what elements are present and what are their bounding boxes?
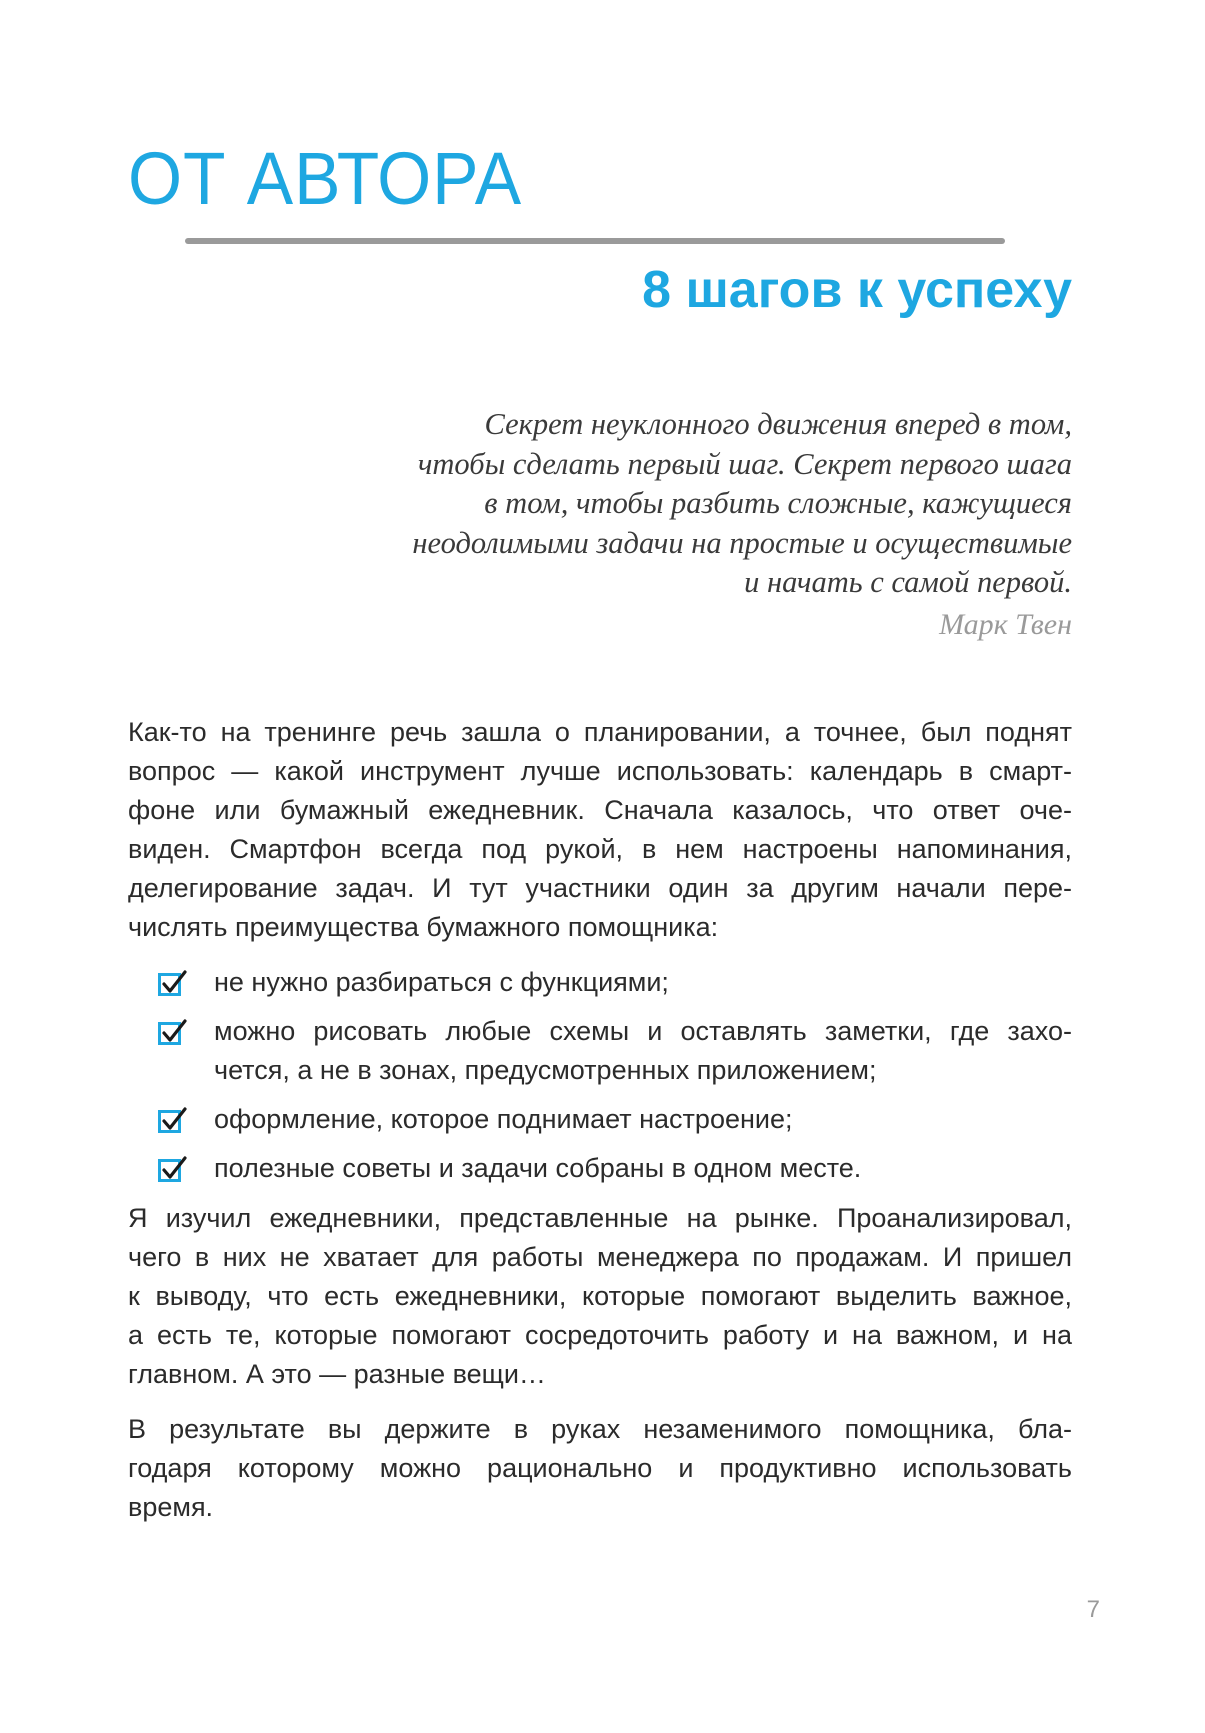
text-line: а есть те, которые помогают сосредоточить работу и на важном, и на xyxy=(128,1320,1072,1350)
list-item xyxy=(158,1100,1072,1139)
epigraph-author: Марк Твен xyxy=(939,608,1072,641)
text-line: главном. А это — разные вещи… xyxy=(128,1359,546,1389)
text-line: делегирование задач. И тут участники один за другим начали пере- xyxy=(128,873,1072,903)
checkbox-checked-icon xyxy=(158,1156,188,1184)
text-line: Я изучил ежедневники, представленные на рынке. Проанализировал, xyxy=(128,1203,1072,1233)
text-line: виден. Смартфон всегда под рукой, в нем настроены напоминания, xyxy=(128,834,1072,864)
title-divider xyxy=(185,238,1005,244)
text-line: годаря которому можно рационально и продуктивно использовать xyxy=(128,1453,1072,1483)
page-title: ОТ АВТОРА xyxy=(128,137,523,220)
paragraph-research xyxy=(128,1199,1072,1394)
page-number: 7 xyxy=(1086,1596,1100,1623)
list-item xyxy=(158,1149,1072,1188)
text-line: числять преимущества бумажного помощника: xyxy=(128,912,719,942)
text-line: чего в них не хватает для работы менеджера по продажам. И пришел xyxy=(128,1242,1072,1272)
text-line: вопрос — какой инструмент лучше использовать: календарь в смарт- xyxy=(128,756,1072,786)
list-item-text: чется, а не в зонах, предусмотренных приложением; xyxy=(214,1055,877,1085)
epigraph-line: Секрет неуклонного движения вперед в том, xyxy=(484,407,1072,441)
text-line: В результате вы держите в руках незаменимого помощника, бла- xyxy=(128,1414,1072,1444)
checkbox-checked-icon xyxy=(158,1019,188,1047)
list-item-text: оформление, которое поднимает настроение; xyxy=(214,1104,793,1134)
list-item-text: полезные советы и задачи собраны в одном месте. xyxy=(214,1153,862,1183)
epigraph-line: в том, чтобы разбить сложные, кажущиеся xyxy=(484,486,1072,520)
epigraph-line: чтобы сделать первый шаг. Секрет первого шага xyxy=(417,446,1072,481)
page-subtitle: 8 шагов к успеху xyxy=(642,261,1072,319)
epigraph xyxy=(292,405,1072,603)
text-line: к выводу, что есть ежедневники, которые помогают выделить важное, xyxy=(128,1281,1072,1311)
checklist xyxy=(158,963,1072,1198)
paragraph-result xyxy=(128,1410,1072,1527)
epigraph-line: неодолимыми задачи на простые и осуществимые xyxy=(412,525,1072,560)
text-line: Как-то на тренинге речь зашла о планировании, а точнее, был поднят xyxy=(128,717,1072,747)
checkbox-checked-icon xyxy=(158,1107,188,1135)
paragraph-intro xyxy=(128,713,1072,947)
list-item xyxy=(158,963,1072,1002)
list-item-text: можно рисовать любые схемы и оставлять заметки, где захо- xyxy=(214,1016,1072,1046)
checkbox-checked-icon xyxy=(158,970,188,998)
text-line: время. xyxy=(128,1492,214,1522)
epigraph-line: и начать с самой первой. xyxy=(744,565,1072,599)
text-line: фоне или бумажный ежедневник. Сначала казалось, что ответ оче- xyxy=(128,795,1072,825)
list-item xyxy=(158,1012,1072,1090)
list-item-text: не нужно разбираться с функциями; xyxy=(214,967,669,997)
